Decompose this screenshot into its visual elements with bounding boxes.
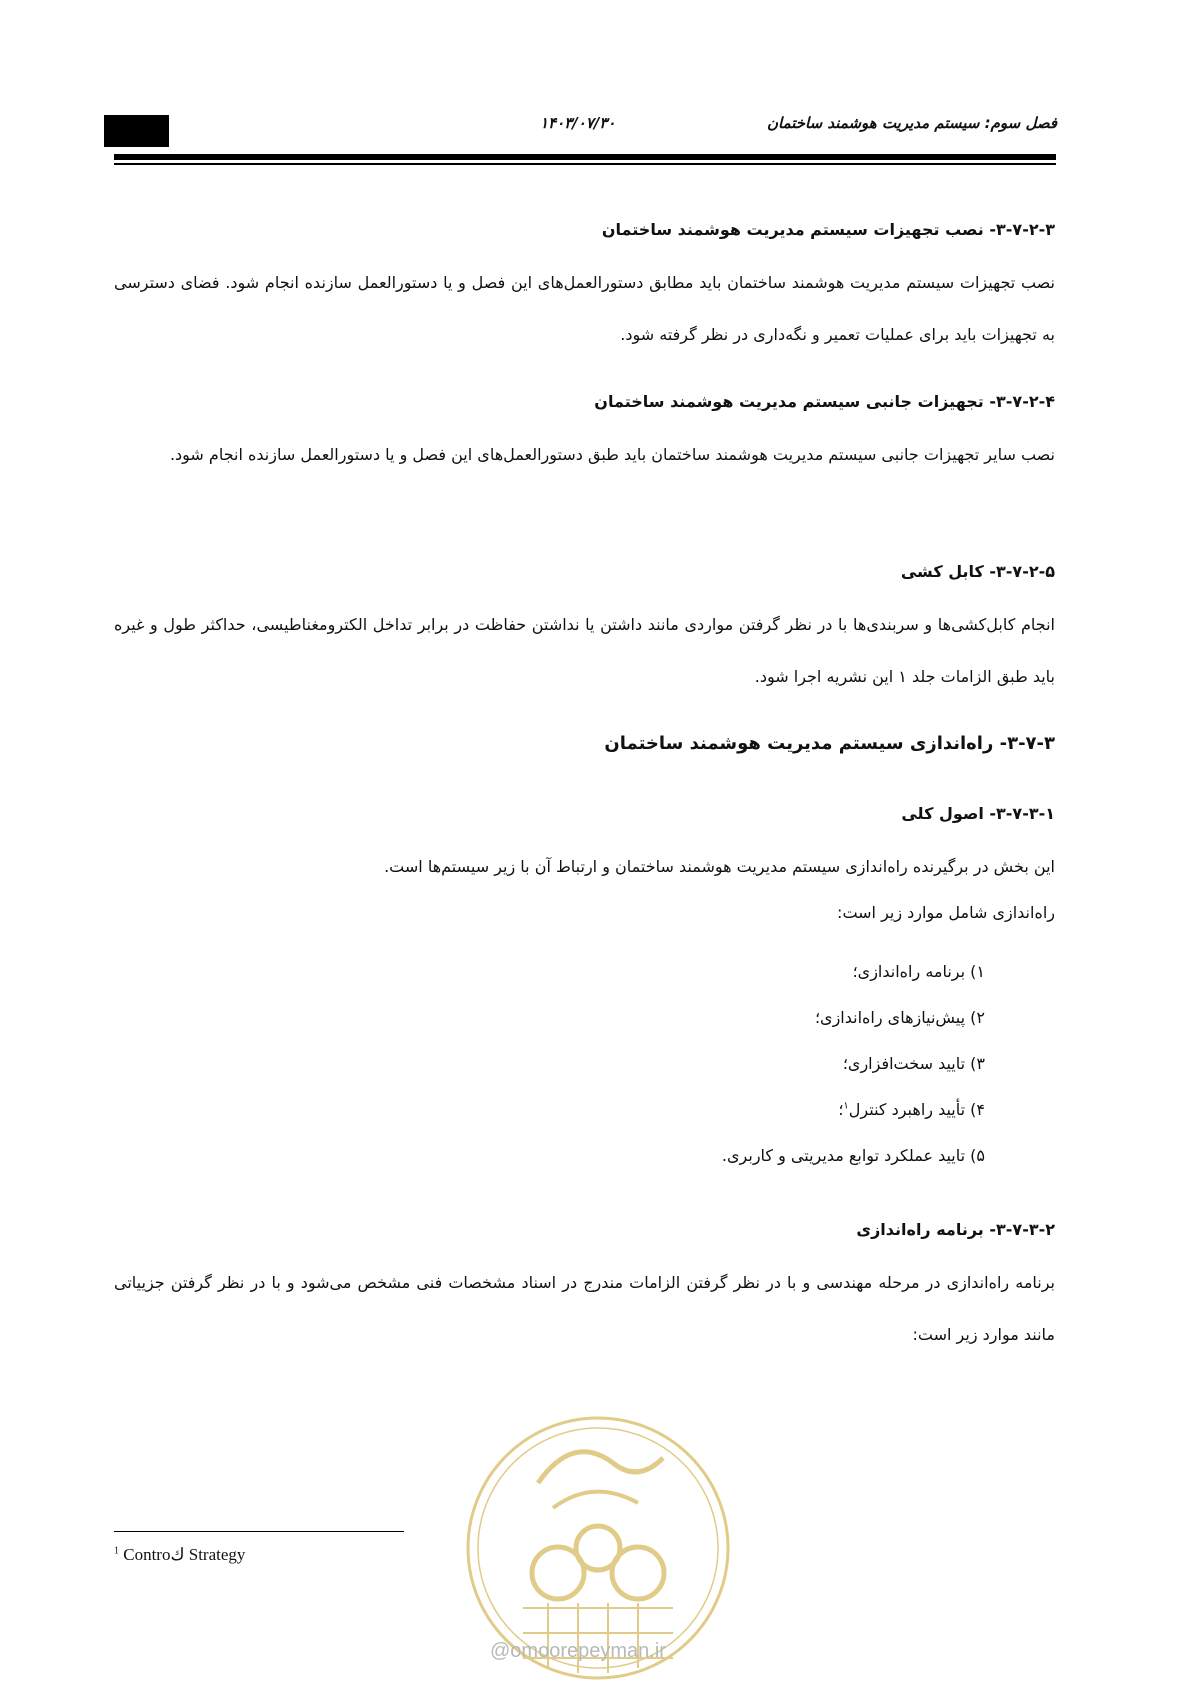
watermark-site: @omoorepeyman.ir <box>490 1640 666 1662</box>
section-heading-general-principles: ۳-۷-۳-۱- اصول کلی <box>901 804 1055 823</box>
section-heading-commissioning-program: ۳-۷-۳-۲- برنامه راه‌اندازی <box>856 1220 1055 1239</box>
list-item-end: ؛ <box>838 1100 844 1119</box>
footnote-text: Controك Strategy <box>123 1545 246 1564</box>
list-item: ۵) تایید عملکرد توابع مدیریتی و کاربری. <box>721 1146 985 1165</box>
section-body-commissioning-program: برنامه راه‌اندازی در مرحله مهندسی و با در نظر گرفتن الزامات مندرج در اسناد مشخصات فنی مشخص می‌شود و با در نظر گرفتن جزییاتی مانند موارد زیر است: <box>114 1273 1055 1344</box>
list-item: ۱) برنامه راه‌اندازی؛ <box>852 962 985 981</box>
general-principles-line-1: این بخش در برگیرنده راه‌اندازی سیستم مدیریت هوشمند ساختمان و ارتباط آن با زیر سیستم‌ها است. <box>384 857 1055 876</box>
section-body-install-equipment: نصب تجهیزات سیستم مدیریت هوشمند ساختمان باید مطابق دستورالعمل‌های این فصل و یا دستورالعمل سازنده انجام شود. فضای دسترسی به تجهیزات باید برای عملیات تعمیر و نگه‌داری در نظر گرفته شود. <box>114 273 1055 344</box>
footnote-number: 1 <box>114 1545 119 1557</box>
footnote-ref: ۱ <box>843 1100 849 1112</box>
footnote <box>114 1545 245 1565</box>
list-item-text: ۴) تأیید راهبرد کنترل <box>848 1100 985 1119</box>
header-rule-thin <box>114 163 1056 165</box>
list-item: ۳) تایید سخت‌افزاری؛ <box>842 1054 985 1073</box>
chapter-title: فصل سوم: سیستم مدیریت هوشمند ساختمان <box>767 114 1057 132</box>
section-heading-commissioning: ۳-۷-۳- راه‌اندازی سیستم مدیریت هوشمند ساختمان <box>604 733 1055 754</box>
footnote-rule <box>114 1531 404 1532</box>
header-rule-thick <box>114 154 1056 160</box>
section-body-peripheral-equipment: نصب سایر تجهیزات جانبی سیستم مدیریت هوشمند ساختمان باید طبق دستورالعمل‌های این فصل و یا دستورالعمل سازنده انجام شود. <box>169 445 1055 464</box>
section-body-cabling: انجام کابل‌کشی‌ها و سربندی‌ها با در نظر گرفتن مواردی مانند داشتن یا نداشتن حفاظت در برابر تداخل الکترومغناطیسی، حداکثر طول و غیره باید طبق الزامات جلد ۱ این نشریه اجرا شود. <box>114 615 1055 686</box>
section-heading-cabling: ۳-۷-۲-۵- کابل کشی <box>900 562 1055 581</box>
header-date: ۱۴۰۳/۰۷/۳۰ <box>540 114 616 132</box>
section-heading-peripheral-equipment: ۳-۷-۲-۴- تجهیزات جانبی سیستم مدیریت هوشمند ساختمان <box>594 392 1055 411</box>
list-item: ۲) پیش‌نیازهای راه‌اندازی؛ <box>814 1008 985 1027</box>
general-principles-line-2: راه‌اندازی شامل موارد زیر است: <box>837 903 1055 922</box>
page-number-box <box>104 115 169 147</box>
list-item <box>838 1100 985 1119</box>
section-heading-install-equipment: ۳-۷-۲-۳- نصب تجهیزات سیستم مدیریت هوشمند ساختمان <box>601 220 1055 239</box>
